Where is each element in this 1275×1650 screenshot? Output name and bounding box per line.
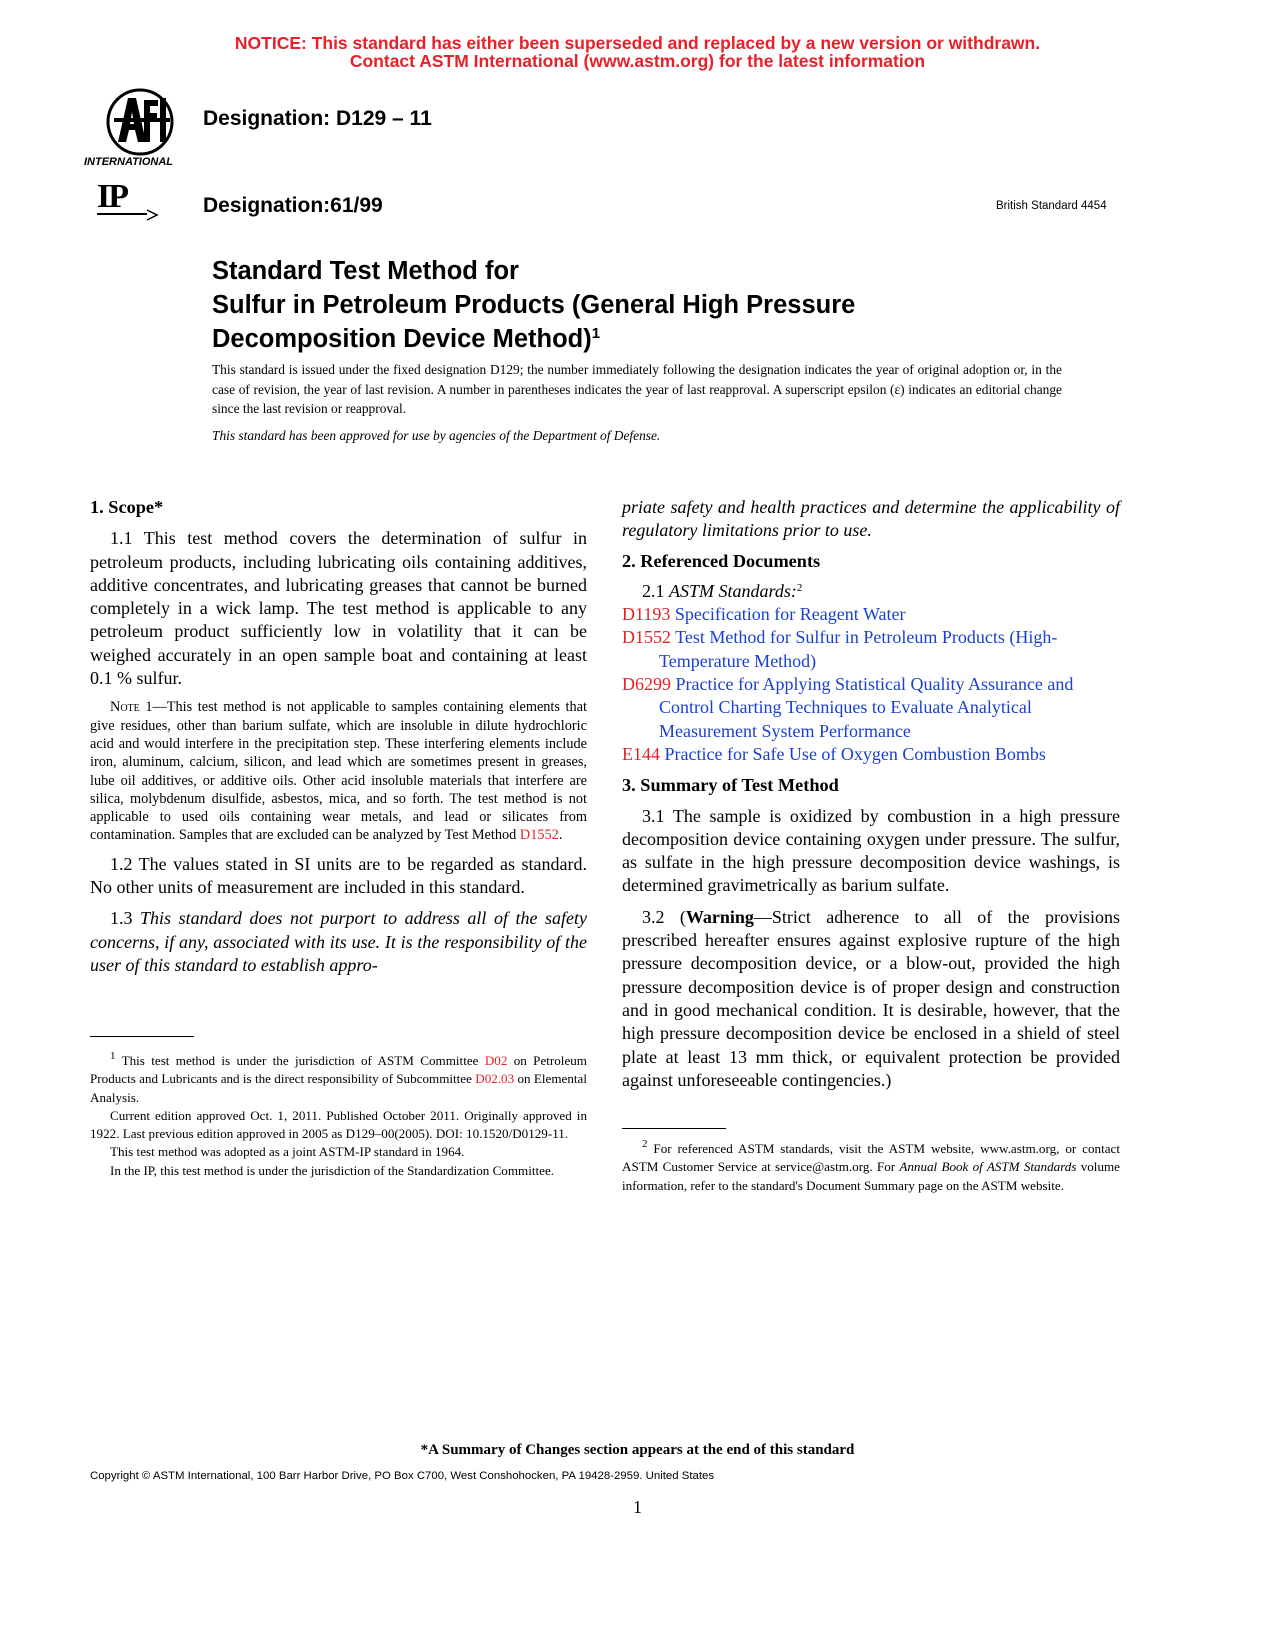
- footnote-rule-left: [90, 1036, 194, 1037]
- section-1-3: 1.3 This standard does not purport to address all of the safety concerns, if any, associated with its use. It is the responsibility of the user of this standard to establish appro-: [90, 908, 587, 975]
- footnote-link-d02-03[interactable]: D02.03: [475, 1071, 515, 1087]
- astm-logo-icon: [88, 80, 192, 160]
- section-1-1: 1.1 This test method covers the determination of sulfur in petroleum products, including lubricating oils containing additives, additive concentrates, and lubricating greases that cannot be burned completely in a wick lamp. The test method is applicable to any petroleum product sufficiently low in volatility that it can be weighed accurately in an open sample boat and containing at least 0.1 % sulfur.: [90, 528, 587, 689]
- note-1-text: —This test method is not applicable to samples containing elements that give residues, other than barium sulfate, which are insoluble in dilute hydrochloric acid and would interfere in the precipitation step. These interfering elements include iron, aluminum, calcium, silicon, and lead which are sometimes present in greases, lube oil additives, or additive oils. Other acid insoluble materials that interfere are silica, molybdenum disulfide, asbestos, mica, and so forth. The test method is not applicable to used oils containing wear metals, and lead or silicates from contamination. Samples that are excluded can be analyzed by Test Method: [90, 699, 587, 844]
- dod-statement: This standard has been approved for use by agencies of the Department of Defense.: [212, 428, 661, 443]
- warning-label: Warning: [685, 906, 754, 927]
- british-standard: British Standard 4454: [996, 200, 1107, 212]
- note-1-link-d1552[interactable]: D1552: [519, 827, 559, 844]
- designation-astm: Designation: D129 – 11: [203, 107, 432, 130]
- ip-logo: [97, 180, 167, 220]
- ref-e144[interactable]: E144 Practice for Safe Use of Oxygen Combustion Bombs: [622, 743, 1046, 764]
- footnote-link-d02[interactable]: D02: [484, 1053, 508, 1068]
- ip-logo-text: IP: [97, 178, 127, 215]
- ip-underline-icon: [97, 208, 167, 222]
- footnote-1-edition: Current edition approved Oct. 1, 2011. Published October 2011. Originally approved in 1922. Last previous edition approved in 2005 as D129–00(2005). DOI: 10.1520/D0129-11.: [90, 1107, 587, 1142]
- scope-heading: 1. Scope*: [90, 497, 164, 517]
- title-footnote-mark: 1: [591, 325, 601, 342]
- footnote-1-adoption: This test method was adopted as a joint ASTM-IP standard in 1964.: [110, 1144, 465, 1160]
- title-line-2: Sulfur in Petroleum Products (General High Pressure: [212, 291, 856, 319]
- footnote-1: $^1$ This test method is under the jurisdiction of ASTM Committee D02 on Petroleum Products and Lubricants and is the direct responsibility of Subcommittee D02.03 on Elemental Analysis.: [90, 1050, 587, 1105]
- footnotes-right: [622, 1140, 1120, 1195]
- scope-continuation: priate safety and health practices and determine the applicability of regulatory limitations prior to use.: [622, 497, 1120, 541]
- designation-ip: Designation:61/99: [203, 194, 383, 217]
- left-column: [90, 496, 587, 977]
- ref-d1193[interactable]: D1193 Specification for Reagent Water: [622, 604, 906, 625]
- footnotes-left: [90, 1052, 587, 1180]
- section-2-1: 2.1 ASTM Standards:$^2$: [642, 580, 803, 601]
- summary-of-changes-note: *A Summary of Changes section appears at the end of this standard: [420, 1442, 855, 1458]
- notice-line-2: Contact ASTM International (www.astm.org) for the latest information: [349, 51, 926, 71]
- right-column: [622, 496, 1120, 1092]
- section-1-2: 1.2 The values stated in SI units are to be regarded as standard. No other units of measurement are included in this standard.: [90, 853, 587, 898]
- astm-logo-text: INTERNATIONAL: [84, 156, 174, 168]
- page-number: 1: [633, 1497, 642, 1517]
- issued-statement: This standard is issued under the fixed designation D129; the number immediately following the designation indicates the year of original adoption or, in the case of revision, the year of last revision. A number in parentheses indicates the year of last reapproval. A superscript epsilon (ε) indicates an editorial change since the last revision or reapproval.: [212, 362, 1062, 416]
- title-line-3: Decomposition Device Method): [212, 325, 592, 353]
- title-line-1: Standard Test Method for: [212, 257, 519, 285]
- summary-heading: 3. Summary of Test Method: [622, 775, 839, 796]
- footnote-2: $^2$ For referenced ASTM standards, visit the ASTM website, www.astm.org, or contact ASTM Customer Service at service@astm.org. For Annual Book of ASTM Standards volume information, refer to the standard's Document Summary page on the ASTM website.: [622, 1138, 1120, 1193]
- section-3-1: 3.1 The sample is oxidized by combustion in a high pressure decomposition device containing oxygen under pressure. The sulfur, as sulfate in the high pressure decomposition device washings, is determined gravimetrically as barium sulfate.: [622, 805, 1120, 896]
- section-3-2: 3.2 (Warning—Strict adherence to all of the provisions prescribed hereafter ensures against explosive rupture of the high pressure decomposition device, or a blow-out, provided the high pressure decomposition device is of proper design and construction and in good mechanical condition. It is desirable, however, that the high pressure decomposition device be enclosed in a shield of steel plate at least 13 mm thick, or equivalent protection be provided against unforeseeable contingencies.): [622, 906, 1120, 1090]
- document-title: [212, 254, 855, 356]
- copyright: Copyright © ASTM International, 100 Barr Harbor Drive, PO Box C700, West Conshohocken, PA 19428-2959. United States: [90, 1470, 715, 1482]
- astm-logo: [84, 80, 192, 170]
- footnote-rule-right: [622, 1128, 726, 1129]
- note-1: Note 1—This test method is not applicable to samples containing elements that give residues, other than barium sulfate, which are insoluble in dilute hydrochloric acid and would interfere in the precipitation step. These interfering elements include iron, aluminum, calcium, silicon, and lead which are sometimes present in greases, lube oil additives, or additive oils. Other acid insoluble materials that interfere are silica, molybdenum disulfide, asbestos, mica, and so forth. The test method is not applicable to used oils containing wear metals, and lead or silicates from contamination. Samples that are excluded can be analyzed by Test Method D1552.: [90, 699, 587, 844]
- referenced-documents-heading: 2. Referenced Documents: [622, 550, 821, 571]
- footnote-1-ip: In the IP, this test method is under the jurisdiction of the Standardization Committee.: [110, 1162, 555, 1178]
- ref-d6299[interactable]: D6299 Practice for Applying Statistical Quality Assurance and Control Charting Techniques to Evaluate Analytical Measurement System Performance: [622, 674, 1074, 741]
- ref-d1552[interactable]: D1552 Test Method for Sulfur in Petroleum Products (High-Temperature Method): [622, 627, 1058, 671]
- notice-line-1: NOTICE: This standard has either been superseded and replaced by a new version or withdrawn.: [234, 33, 1041, 53]
- note-1-label: Note 1: [110, 699, 153, 716]
